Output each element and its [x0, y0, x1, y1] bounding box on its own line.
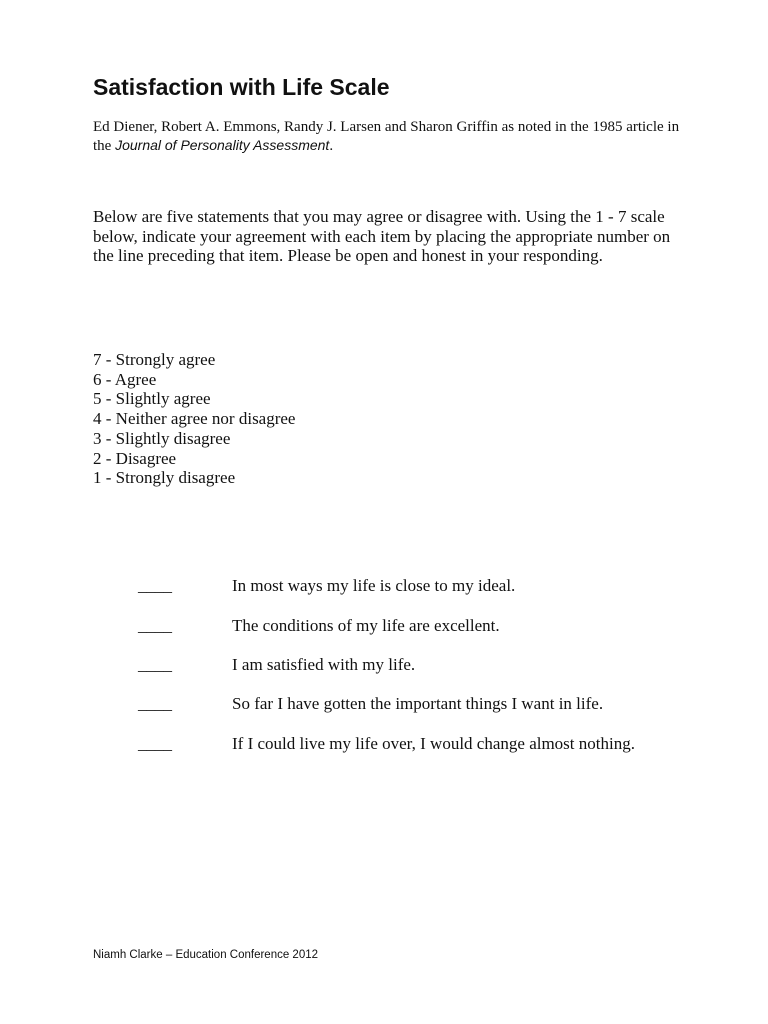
answer-blank: ____	[138, 734, 172, 753]
statement-text: If I could live my life over, I would change almost nothing.	[232, 734, 635, 753]
rating-scale	[93, 350, 295, 488]
statement-item	[0, 655, 768, 677]
scale-option: 7 - Strongly agree	[93, 350, 216, 369]
statement-text: The conditions of my life are excellent.	[232, 616, 500, 635]
statement-item	[0, 576, 768, 598]
statement-text: I am satisfied with my life.	[232, 655, 416, 674]
statement-text: In most ways my life is close to my ideal.	[232, 576, 516, 595]
journal-name: Journal of Personality Assessment	[115, 137, 330, 153]
scale-option: 6 - Agree	[93, 369, 157, 389]
citation	[93, 118, 683, 155]
statement-text: So far I have gotten the important things I want in life.	[232, 694, 604, 713]
answer-blank: ____	[138, 655, 172, 674]
statement-item	[0, 694, 768, 716]
scale-option: 1 - Strongly disagree	[93, 468, 236, 488]
instructions: Below are five statements that you may agree or disagree with. Using the 1 - 7 scale below, indicate your agreement with each item by placing the appropriate number on the line preceding that item. Please be open and honest in your responding.	[93, 207, 671, 266]
answer-blank: ____	[138, 694, 172, 713]
answer-blank: ____	[138, 576, 172, 595]
statement-item	[0, 734, 768, 756]
page-title: Satisfaction with Life Scale	[93, 74, 390, 100]
statement-item	[0, 616, 768, 638]
scale-option: 2 - Disagree	[93, 448, 177, 468]
answer-blank: ____	[138, 616, 172, 635]
scale-option: 3 - Slightly disagree	[93, 428, 231, 448]
page-footer: Niamh Clarke – Education Conference 2012	[93, 949, 319, 961]
citation-end: .	[329, 138, 334, 154]
scale-option: 5 - Slightly agree	[93, 389, 211, 409]
scale-option: 4 - Neither agree nor disagree	[93, 409, 296, 429]
citation-text: Ed Diener, Robert A. Emmons, Randy J. Larsen and Sharon Griffin as noted in the 1985 article in the	[93, 119, 680, 154]
